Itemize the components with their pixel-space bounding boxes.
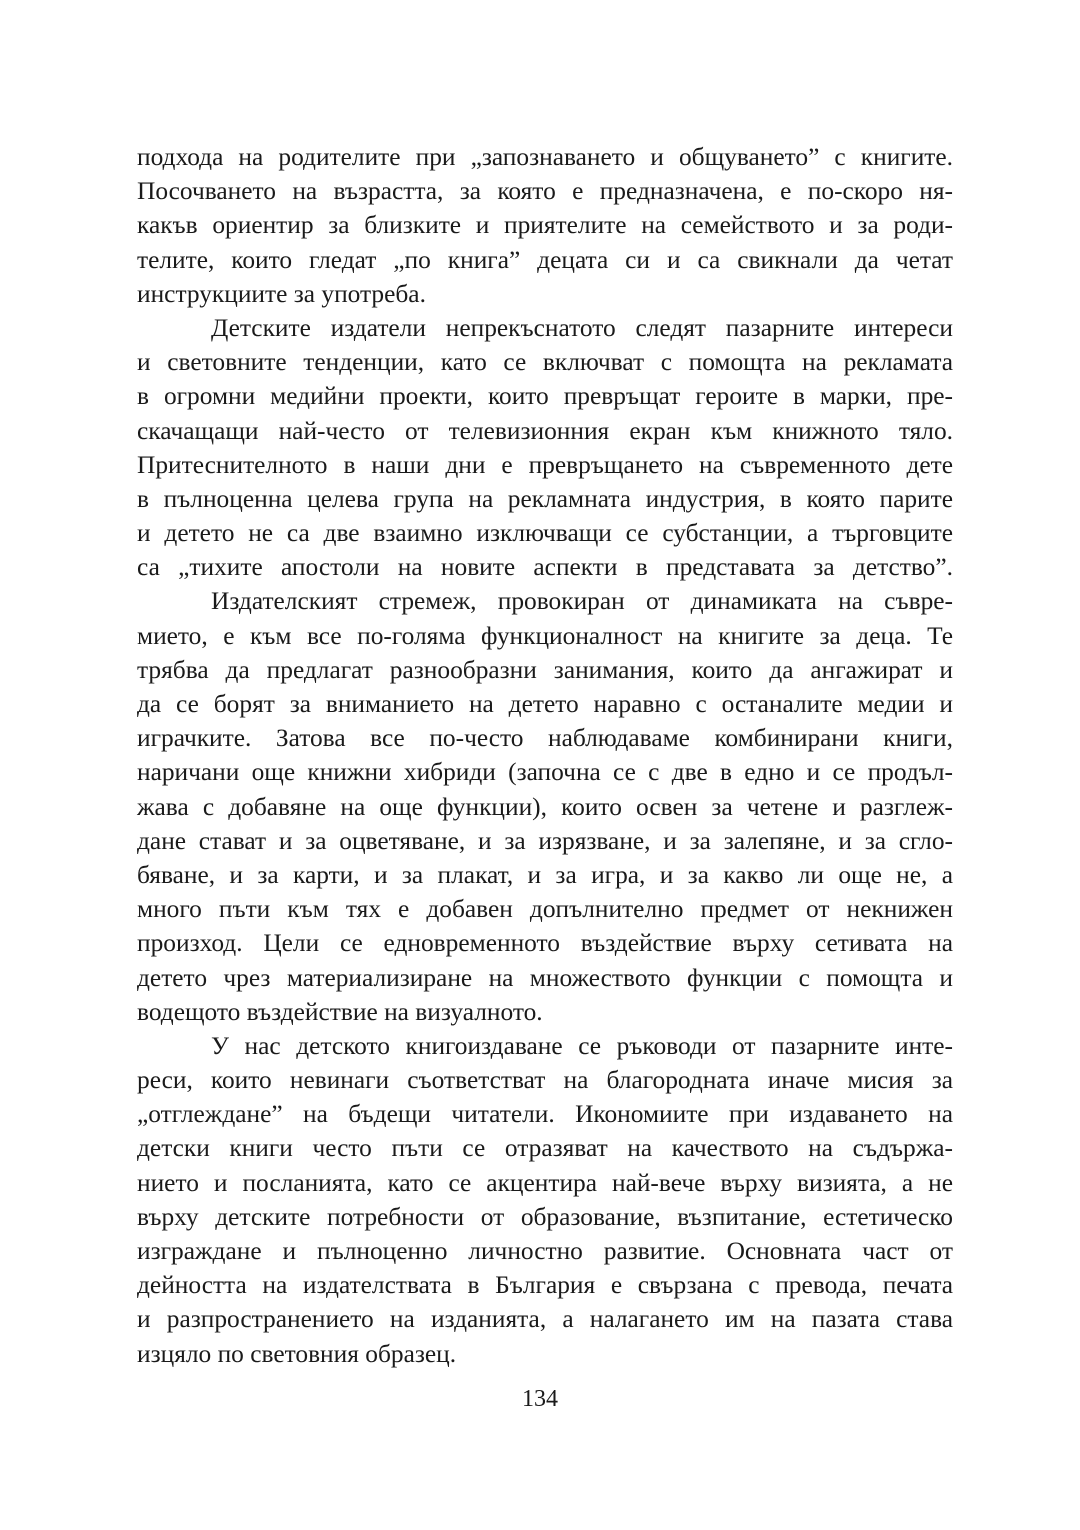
text-line: изцяло по световния образец. bbox=[137, 1339, 457, 1368]
text-line: в огромни медийни проекти, които превръщат героите в марки, пре- bbox=[137, 382, 953, 411]
text-line: мието, е към все по-голяма функционалност на книгите за деца. Те bbox=[137, 621, 953, 650]
text-line: изграждане и пълноценно личностно развитие. Основната част от bbox=[137, 1237, 953, 1265]
text-line: да се борят за вниманието на детето наравно с останалите медии и bbox=[137, 690, 953, 718]
text-line: какъв ориентир за близките и приятелите на семейството и за роди- bbox=[137, 211, 953, 240]
text-line: много пъти към тях е добавен допълнително предмет от некнижен bbox=[137, 895, 953, 924]
text-line: У нас детското книгоиздаване се ръководи от пазарните инте- bbox=[211, 1031, 953, 1060]
text-line: са „тихите апостоли на новите аспекти в представата за детство”. bbox=[137, 553, 953, 582]
text-line: подхода на родителите при „запознаването и общуването” с книгите. bbox=[137, 143, 953, 171]
text-line: нието и посланията, като се акцентира най-вече върху визията, а не bbox=[137, 1168, 953, 1197]
text-line: и световните тенденции, като се включват с помощта на рекламата bbox=[137, 348, 953, 377]
text-line: дейността на издателствата в България е свързана с превода, печата bbox=[137, 1271, 953, 1300]
text-line: играчките. Затова все по-често наблюдаваме комбинирани книги, bbox=[137, 724, 953, 753]
text-line: жава с добавяне на още функции), които освен за четене и разглеж- bbox=[137, 792, 953, 821]
text-line: дане стават и за оцветяване, и за изрязване, и за залепяне, и за сгло- bbox=[137, 826, 953, 855]
text-line: и разпространението на изданията, а налагането им на пазата става bbox=[137, 1305, 953, 1334]
text-line: реси, които невинаги съответстват на благородната иначе мисия за bbox=[137, 1066, 953, 1095]
text-line: трябва да предлагат разнообразни занимания, които да ангажират и bbox=[137, 655, 953, 684]
text-line: водещото въздействие на визуалното. bbox=[137, 997, 543, 1026]
body-text bbox=[137, 140, 953, 1371]
text-line: „отглеждане” на бъдещи читатели. Икономиите при издаването на bbox=[137, 1100, 953, 1129]
text-line: в пълноценна целева група на рекламната индустрия, в която парите bbox=[137, 484, 953, 513]
text-line: Детските издатели непрекъснатото следят пазарните интереси bbox=[211, 313, 953, 342]
text-line: детски книги често пъти се отразяват на качеството на съдържа- bbox=[137, 1134, 953, 1163]
text-line: Издателският стремеж, провокиран от динамиката на съвре- bbox=[211, 587, 953, 616]
text-line: Притеснителното в наши дни е превръщането на съвременното дете bbox=[137, 450, 953, 479]
text-line: инструкциите за употреба. bbox=[137, 279, 426, 308]
text-line: произход. Цели се едновременното въздействие върху сетивата на bbox=[137, 929, 953, 958]
text-line: телите, които гледат „по книга” децата си и са свикнали да четат bbox=[137, 245, 953, 274]
page-number: 134 bbox=[522, 1386, 558, 1412]
text-line: и детето не са две взаимно изключващи се субстанции, а търговците bbox=[137, 519, 953, 548]
text-line: бяване, и за карти, и за плакат, и за игра, и за какво ли още не, а bbox=[137, 860, 953, 889]
text-line: скачащащи най-често от телевизионния екран към книжното тяло. bbox=[137, 416, 953, 445]
text-line: детето чрез материализиране на множеството функции с помощта и bbox=[137, 963, 953, 992]
text-line: наричани още книжни хибриди (започна се с две в едно и се продъл- bbox=[137, 758, 953, 787]
text-line: върху детските потребности от образование, възпитание, естетическо bbox=[137, 1202, 953, 1231]
text-line: Посочването на възрастта, за която е предназначена, е по-скоро ня- bbox=[137, 177, 953, 206]
